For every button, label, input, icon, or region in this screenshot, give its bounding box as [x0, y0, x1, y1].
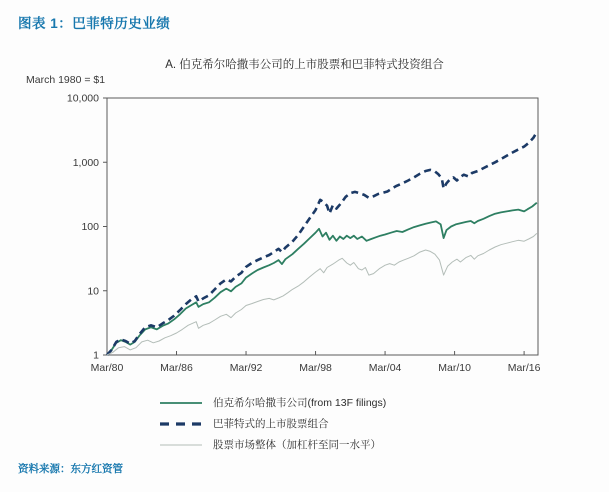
market-line-swatch-icon	[158, 441, 204, 449]
x-tick-label: Mar/80	[90, 362, 124, 374]
chart-legend	[158, 395, 386, 452]
source-note: 资料来源：东方红资管	[18, 463, 123, 475]
buffett-style-line-swatch-icon	[158, 420, 204, 428]
y-axis-note: March 1980 = $1	[26, 74, 106, 86]
berkshire-line	[107, 203, 537, 355]
x-tick-label: Mar/10	[438, 362, 471, 374]
y-tick-label: 1,000	[72, 156, 99, 169]
legend-item-buffett-style	[158, 416, 386, 431]
x-tick-label: Mar/04	[368, 362, 402, 374]
x-tick-label: Mar/98	[299, 362, 332, 374]
performance-line-chart	[0, 88, 609, 394]
y-tick-label: 100	[81, 221, 99, 233]
x-tick-label: Mar/16	[507, 362, 541, 374]
legend-item-market	[158, 437, 386, 452]
x-tick-label: Mar/86	[160, 362, 193, 374]
x-tick-label: Mar/92	[229, 362, 263, 374]
y-tick-label: 10,000	[66, 92, 99, 105]
chart-subtitle: A. 伯克希尔哈撒韦公司的上市股票和巴菲特式投资组合	[165, 59, 444, 71]
figure-title: 图表 1：巴菲特历史业绩	[18, 16, 171, 31]
legend-item-berkshire	[158, 395, 386, 410]
berkshire-line-swatch-icon	[158, 399, 204, 407]
legend-label-berkshire: 伯克希尔哈撒韦公司(from 13F filings)	[213, 397, 387, 409]
legend-label-market: 股票市场整体（加杠杆至同一水平）	[213, 439, 381, 451]
y-tick-label: 10	[87, 285, 99, 298]
market-line	[107, 233, 537, 355]
legend-label-buffett-style: 巴菲特式的上市股票组合	[213, 418, 329, 430]
y-tick-label: 1	[93, 349, 99, 362]
